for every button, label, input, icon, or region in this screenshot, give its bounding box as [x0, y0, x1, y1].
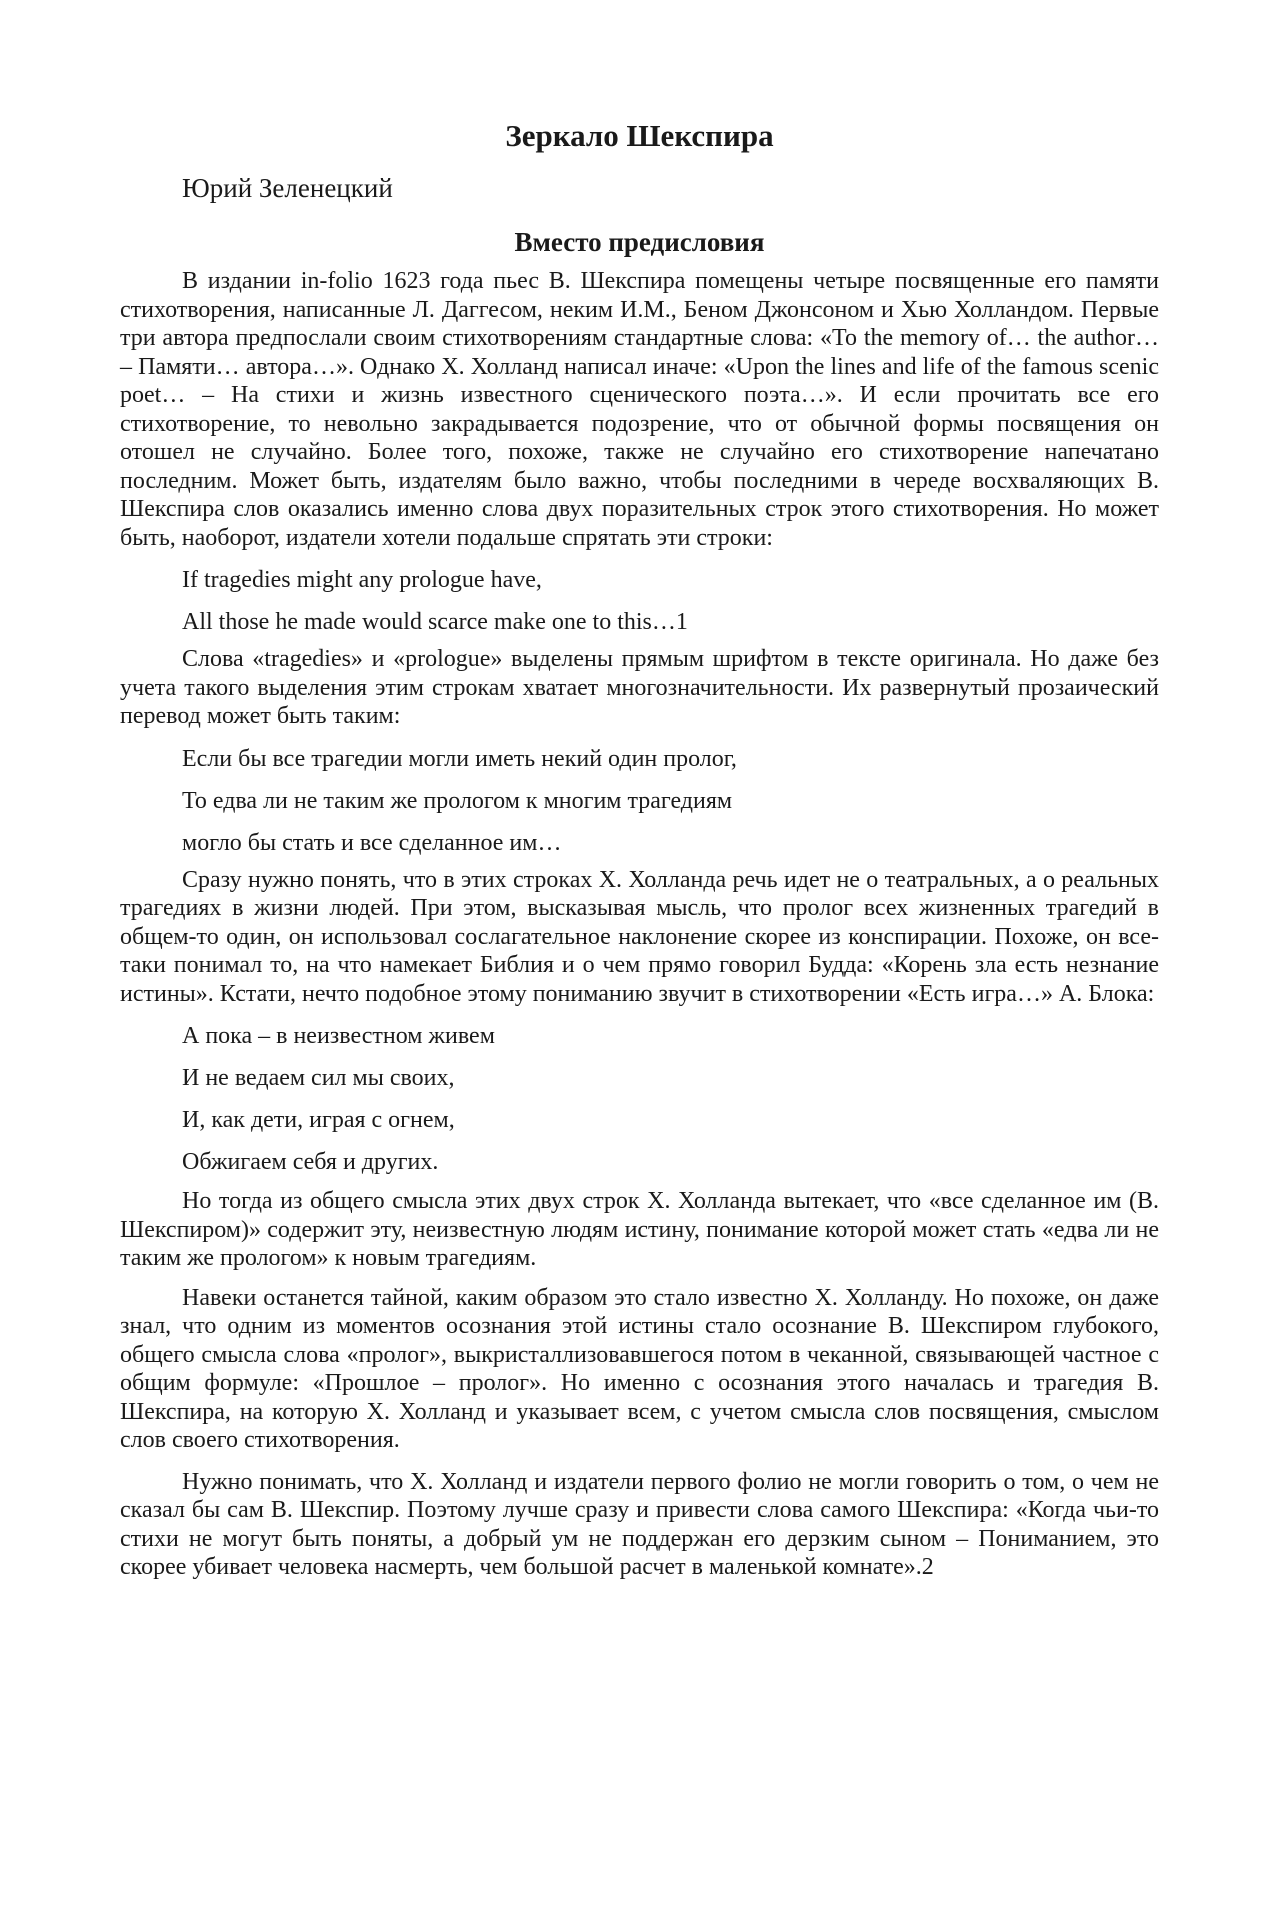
- verse-line: Обжигаем себя и других.: [182, 1149, 439, 1175]
- paragraph: Нужно понимать, что Х. Холланд и издатели первого фолио не могли говорить о том, о чем не сказал бы сам В. Шекспир. Поэтому лучше сразу и привести слова самого Шекспира: «Когда чьи-то стихи не могут быть поняты, а добрый ум не поддержан его дерзким сыном – Пониманием, это скорее убивает человека насмерть, чем большой расчет в маленькой комнате».2: [120, 1468, 1159, 1580]
- paragraph: Слова «tragedies» и «prologue» выделены прямым шрифтом в тексте оригинала. Но даже без учета такого выделения этим строкам хватает многозначительности. Их развернутый прозаический перевод может быть таким:: [120, 646, 1159, 729]
- paragraph: Навеки останется тайной, каким образом это стало известно Х. Холланду. Но похоже, он даже знал, что одним из моментов осознания этой истины стало осознание В. Шекспиром глубокого, общего смысла слова «пролог», выкристаллизовавшегося потом в чеканной, связывающей частное с общим формуле: «Прошлое – пролог». Но именно с осознания этого началась и трагедия В. Шекспира, на которую Х. Холланд и указывает всем, с учетом смысла слов посвящения, смыслом слов своего стихотворения.: [120, 1284, 1159, 1453]
- document-page: [0, 117, 1280, 1928]
- section-title: Вместо предисловия: [514, 227, 765, 257]
- paragraph: Но тогда из общего смысла этих двух строк Х. Холланда вытекает, что «все сделанное им (В. Шекспиром)» содержит эту, неизвестную людям истину, понимание которой может стать «едва ли не таким же прологом» к новым трагедиям.: [120, 1188, 1159, 1271]
- verse-line: И, как дети, играя с огнем,: [182, 1107, 455, 1133]
- author-name: Юрий Зеленецкий: [182, 173, 393, 203]
- document-title: Зеркало Шекспира: [505, 118, 774, 153]
- verse-line: И не ведаем сил мы своих,: [182, 1065, 455, 1091]
- verse-line: А пока – в неизвестном живем: [182, 1023, 495, 1049]
- verse-line: То едва ли не таким же прологом к многим трагедиям: [182, 787, 733, 814]
- paragraph: В издании in-folio 1623 года пьес В. Шекспира помещены четыре посвященные его памяти стихотворения, написанные Л. Даггесом, неким И.М., Беном Джонсоном и Хью Холландом. Первые три автора предпослали своим стихотворениям стандартные слова: «To the memory of… the author… – Памяти… автора…». Однако Х. Холланд написал иначе: «Upon the lines and life of the famous scenic poet… – На стихи и жизнь известного сценического поэта…». И если прочитать все его стихотворение, то невольно закрадывается подозрение, что от обычной формы посвящения он отошел не случайно. Более того, похоже, также не случайно его стихотворение напечатано последним. Может быть, издателям было важно, чтобы последними в череде восхваляющих В. Шекспира слов оказались именно слова двух поразительных строк этого стихотворения. Но может быть, наоборот, издатели хотели подальше спрятать эти строки:: [120, 268, 1159, 551]
- paragraph: Сразу нужно понять, что в этих строках Х. Холланда речь идет не о театральных, а о реальных трагедиях в жизни людей. При этом, высказывая мысль, что пролог всех жизненных трагедий в общем-то один, он использовал сослагательное наклонение скорее из конспирации. Похоже, он все-таки понимал то, на что намекает Библия и о чем прямо говорил Будда: «Корень зла есть незнание истины». Кстати, нечто подобное этому пониманию звучит в стихотворении «Есть игра…» А. Блока:: [120, 866, 1159, 1007]
- verse-line: могло бы стать и все сделанное им…: [182, 829, 562, 856]
- verse-line: If tragedies might any prologue have,: [182, 567, 542, 593]
- verse-line: Если бы все трагедии могли иметь некий один пролог,: [182, 745, 737, 772]
- verse-line: All those he made would scarce make one to this…1: [182, 609, 688, 635]
